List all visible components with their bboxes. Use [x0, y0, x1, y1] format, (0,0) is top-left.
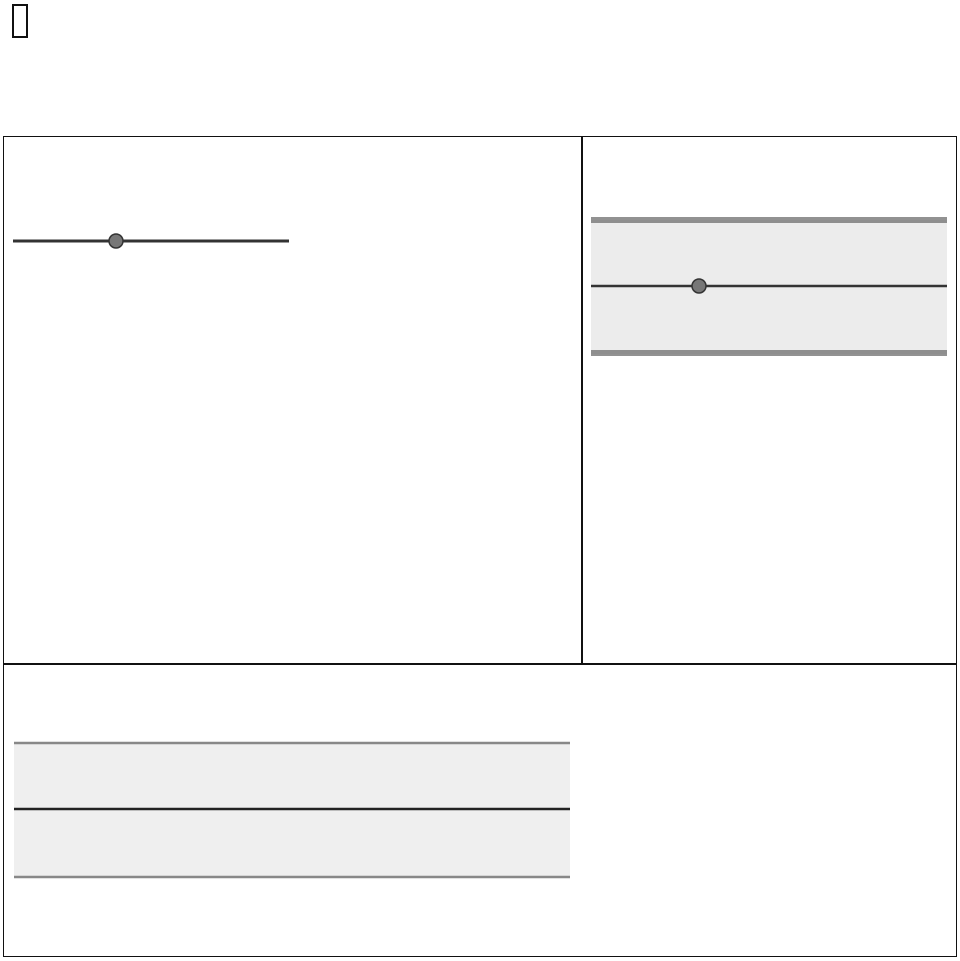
line-figure	[13, 180, 289, 288]
column-divider	[581, 137, 583, 664]
point-a	[109, 234, 123, 248]
row-divider	[4, 663, 956, 665]
strip-figure	[591, 180, 947, 388]
strip-point-a	[692, 279, 706, 293]
border-figure	[14, 708, 570, 900]
problem-number	[12, 4, 28, 38]
